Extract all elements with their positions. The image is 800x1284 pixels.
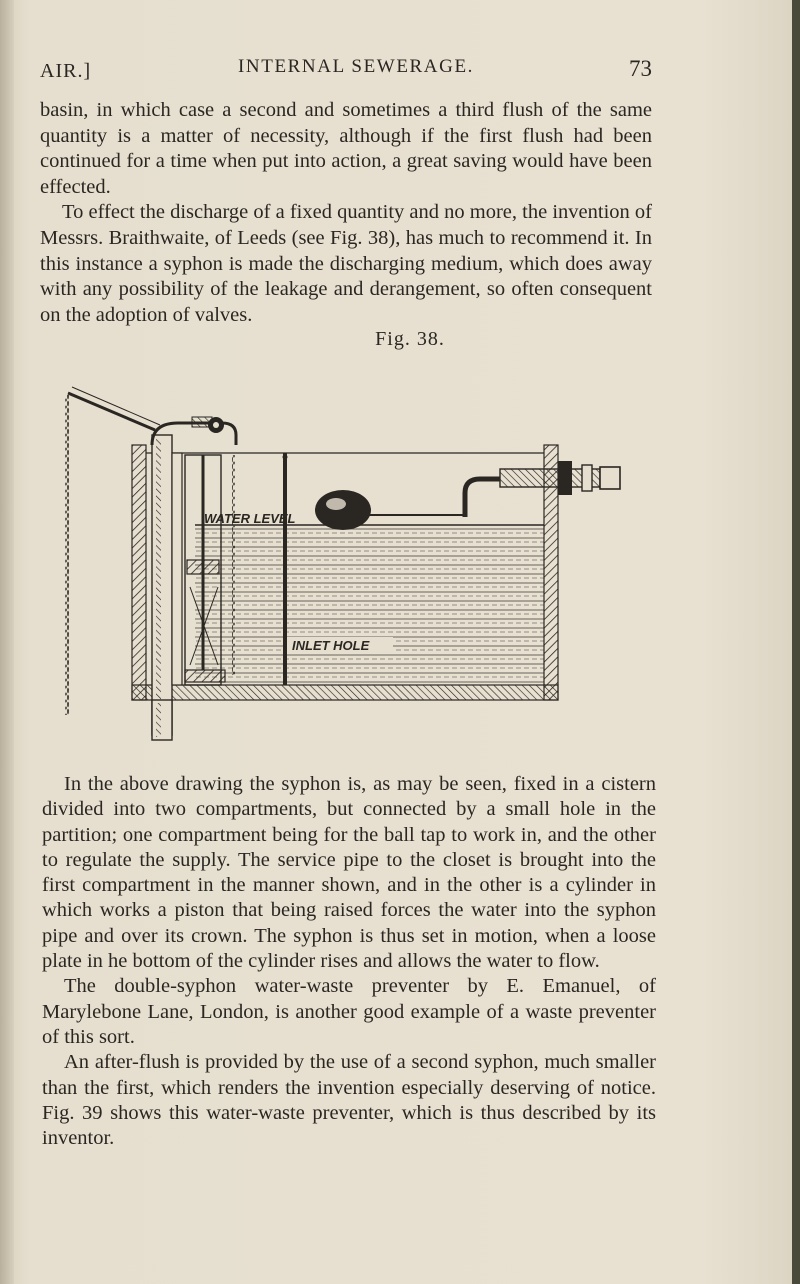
lever-arm [68, 393, 155, 430]
ball-tap [465, 479, 500, 517]
service-pipe [152, 700, 172, 740]
inlet-hole-label: INLET HOLE [292, 638, 370, 653]
pull-chain [65, 395, 69, 715]
paragraph: To effect the discharge of a fixed quantity and no more, the invention of Messrs. Braithwaite, of Leeds (see Fig. 38), has much to recommend it. In this instance a syphon is made the discharging medium, which does away with any possibility of the leakage and derangement, so often consequent on the adoption of valves. [40, 201, 652, 326]
water-level-label: WATER LEVEL [204, 511, 296, 526]
piston-head [187, 560, 219, 574]
water-body-right [287, 527, 544, 685]
paragraph: basin, in which case a second and sometimes a third flush of the same quantity is a matter of necessity, although if the first flush had been continued for a time when put into action, a great saving would have been effected. [40, 99, 652, 198]
figure-caption: Fig. 38. [375, 328, 445, 350]
paragraph: An after-flush is provided by the use of a second syphon, much smaller than the first, which renders the invention especially deserving of notice. Fig. 39 shows this water-waste preventer, which is thus described by its inventor. [42, 1051, 656, 1150]
water-body-left [195, 527, 283, 685]
piston-chain [232, 455, 235, 675]
page-right-edge [792, 0, 800, 1284]
running-head-title: INTERNAL SEWERAGE. [238, 56, 475, 77]
text-block-bottom [42, 772, 656, 1151]
syphon-short-leg [172, 453, 182, 685]
page-number: 73 [629, 56, 652, 81]
ball-float [315, 490, 371, 530]
partition [283, 453, 287, 685]
page-gutter-edge [0, 0, 14, 1284]
syphon-long-leg [152, 435, 172, 735]
cistern-floor [132, 685, 558, 700]
running-head [40, 56, 652, 86]
cistern-wall-left [132, 445, 146, 700]
running-head-section: AIR.] [40, 60, 92, 82]
paragraph: The double-syphon water-waste preventer by E. Emanuel, of Marylebone Lane, London, is another good example of a waste preventer of this sort. [42, 975, 656, 1048]
loose-plate [185, 670, 225, 682]
text-block-top [40, 98, 652, 328]
syphon-cistern-diagram [60, 365, 660, 750]
paragraph: In the above drawing the syphon is, as may be seen, fixed in a cistern divided into two compartments, but connected by a small hole in the partition; one compartment being for the ball tap to work in, and the other to regulate the supply. The service pipe to the closet is brought into the first compartment in the manner shown, and in the other is a cylinder in which works a piston that being raised forces the water into the syphon pipe and over its crown. The syphon is thus set in motion, when a loose plate in he bottom of the cylinder rises and allows the water to flow. [42, 773, 656, 973]
